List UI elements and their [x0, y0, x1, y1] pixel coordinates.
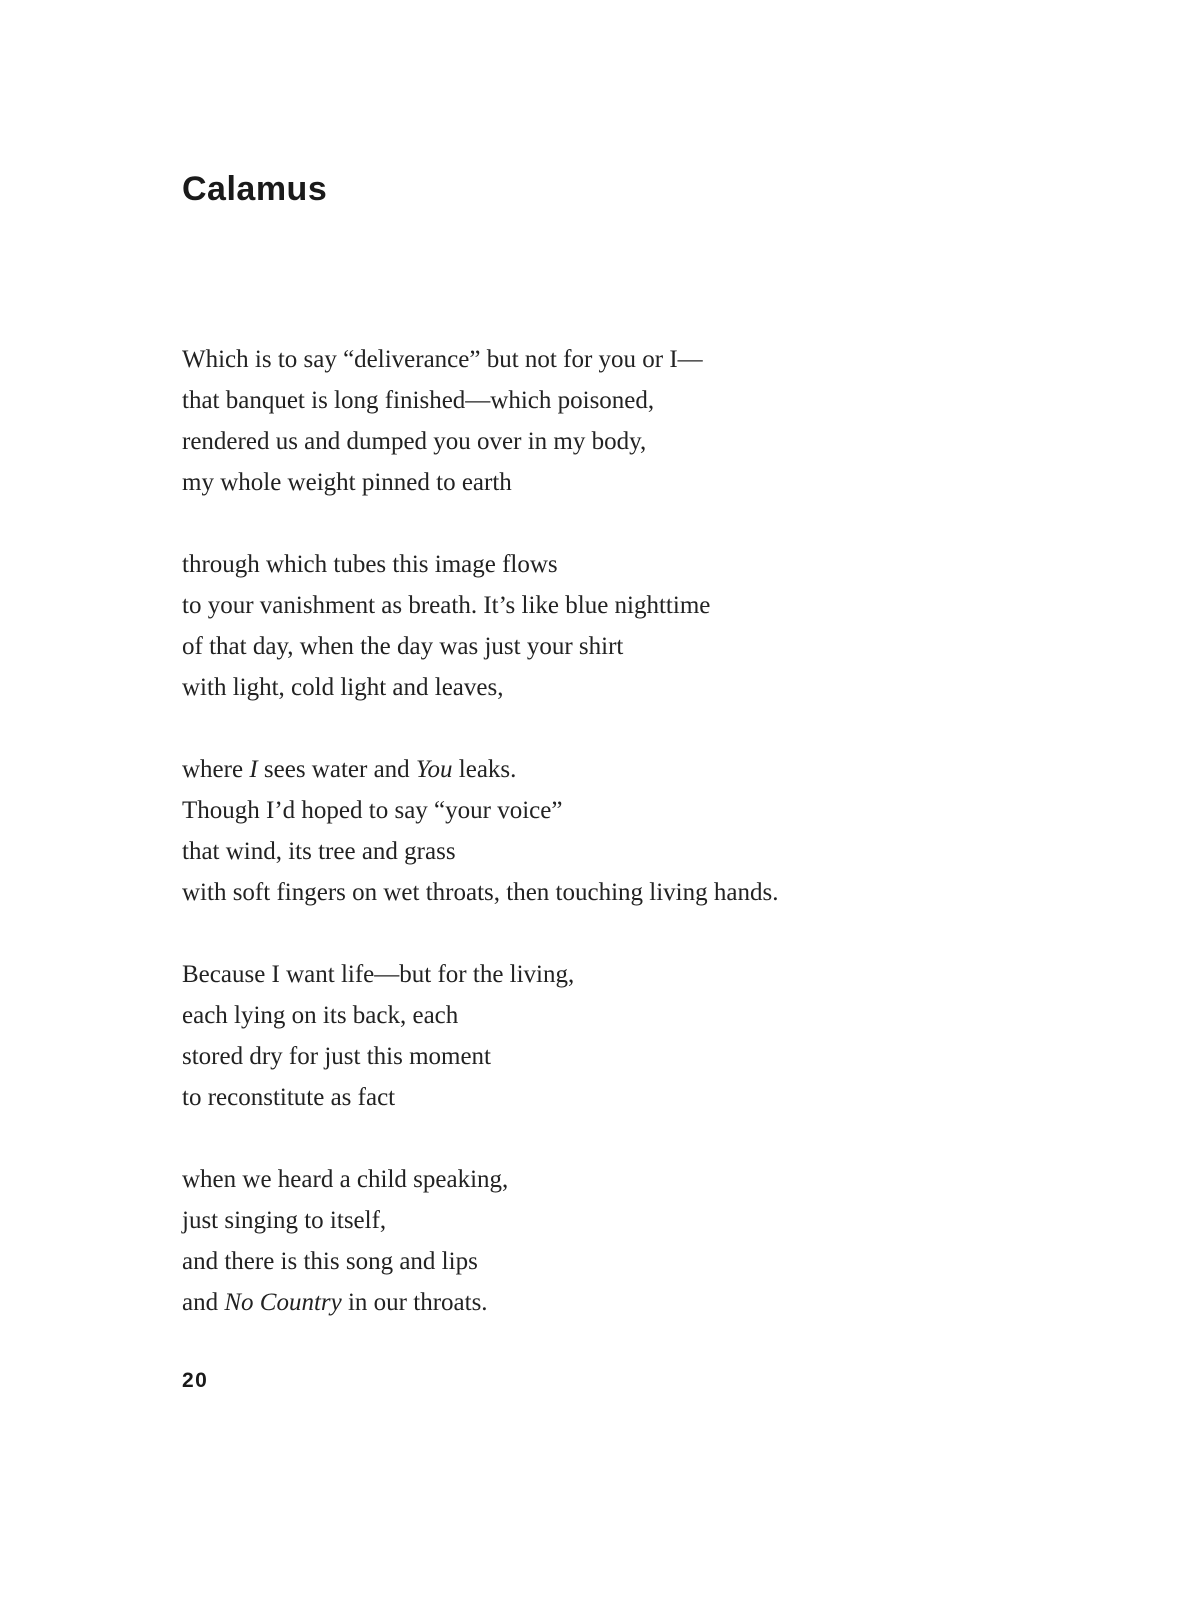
- line-text: and: [182, 1289, 225, 1316]
- stanza-2: [182, 544, 1082, 708]
- line-text: in our throats.: [341, 1289, 488, 1316]
- line-text: where: [182, 756, 250, 783]
- line-text: when we heard a child speaking,: [182, 1166, 509, 1193]
- line-text: just singing to itself,: [182, 1207, 387, 1234]
- stanza-3: [182, 749, 1082, 913]
- stanza-1: [182, 339, 1082, 503]
- poem-line: [182, 667, 1082, 708]
- page-number: 20: [182, 1369, 209, 1392]
- poem-line: [182, 462, 1082, 503]
- line-text: sees water and: [257, 756, 416, 783]
- line-text: to reconstitute as fact: [182, 1084, 396, 1111]
- line-text: and there is this song and lips: [182, 1248, 478, 1275]
- italic-text: You: [415, 756, 453, 783]
- poem-line: [182, 872, 1082, 913]
- poem-line: [182, 339, 1082, 380]
- line-text: Which is to say “deliverance” but not for you or I—: [182, 346, 703, 373]
- italic-text: I: [249, 756, 258, 783]
- line-text: leaks.: [452, 756, 517, 783]
- stanza-4: [182, 954, 1082, 1118]
- poem-line: [182, 790, 1082, 831]
- line-text: through which tubes this image flows: [182, 551, 558, 578]
- line-text: my whole weight pinned to earth: [182, 469, 512, 496]
- poem-line: [182, 1200, 1082, 1241]
- poem-line: [182, 1159, 1082, 1200]
- poem-line: [182, 831, 1082, 872]
- poem-line: [182, 1241, 1082, 1282]
- line-text: with light, cold light and leaves,: [182, 674, 504, 701]
- poem-line: [182, 1282, 1082, 1323]
- line-text: with soft fingers on wet throats, then touching living hands.: [182, 879, 779, 906]
- poem-title: Calamus: [182, 170, 328, 208]
- line-text: of that day, when the day was just your shirt: [182, 633, 624, 660]
- poem-line: [182, 1036, 1082, 1077]
- poem-line: [182, 380, 1082, 421]
- poem-line: [182, 421, 1082, 462]
- poem-line: [182, 585, 1082, 626]
- poem-line: [182, 626, 1082, 667]
- italic-text: No Country: [224, 1289, 342, 1316]
- poem-line: [182, 749, 1082, 790]
- line-text: each lying on its back, each: [182, 1002, 459, 1029]
- line-text: stored dry for just this moment: [182, 1043, 491, 1070]
- line-text: Though I’d hoped to say “your voice”: [182, 797, 563, 824]
- poem-line: [182, 995, 1082, 1036]
- poem-body: [182, 339, 1082, 1364]
- line-text: Because I want life—but for the living,: [182, 961, 575, 988]
- line-text: rendered us and dumped you over in my body,: [182, 428, 647, 455]
- stanza-5: [182, 1159, 1082, 1323]
- poem-line: [182, 544, 1082, 585]
- poem-line: [182, 954, 1082, 995]
- line-text: that wind, its tree and grass: [182, 838, 456, 865]
- line-text: that banquet is long finished—which poisoned,: [182, 387, 655, 414]
- line-text: to your vanishment as breath. It’s like blue nighttime: [182, 592, 711, 619]
- poem-line: [182, 1077, 1082, 1118]
